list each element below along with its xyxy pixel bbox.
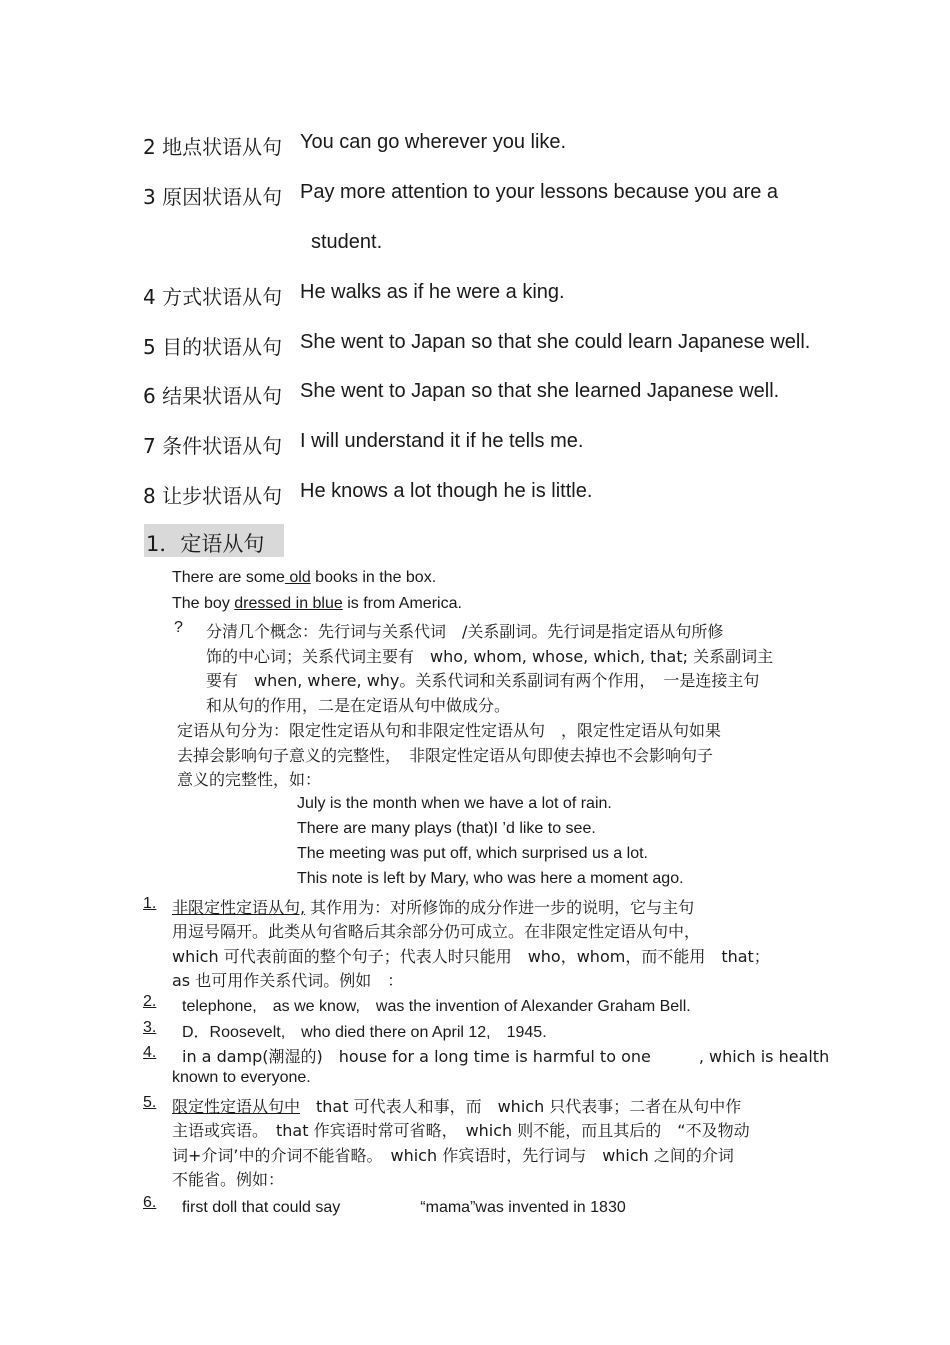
item-number-3: 3.: [143, 1019, 157, 1036]
item-5-line-3: 词+介词’中的介词不能省略。 which 作宾语时，先行词与 which 之间的介词: [172, 1146, 734, 1165]
item-3-text: D．Roosevelt, who died there on April 12, 1945.: [182, 1024, 547, 1041]
adverbial-example-result: She went to Japan so that she learned Japanese well.: [300, 380, 780, 402]
adverbial-label-place: 2 地点状语从句: [143, 135, 283, 159]
example-1-part-a: There are some: [172, 569, 285, 586]
item-5-lead: 限定性定语从句中: [172, 1097, 301, 1116]
adverbial-example-place: You can go wherever you like.: [300, 131, 567, 153]
adverbial-example-condition: I will understand it if he tells me.: [300, 430, 584, 452]
item-1-line-4: as 也可用作关系代词。例如 ：: [172, 971, 404, 990]
concept-line-1: 分清几个概念：先行词与关系代词 /关系副词。先行词是指定语从句所修: [206, 622, 724, 641]
adverbial-label-reason: 3 原因状语从句: [143, 185, 283, 209]
item-4-text: in a damp(潮湿的) house for a long time is harmful to one , which is health: [182, 1047, 830, 1066]
example-2-underlined: dressed in blue: [234, 595, 343, 612]
example-clause-4: This note is left by Mary, who was here a moment ago.: [297, 870, 684, 887]
example-clause-2: There are many plays (that)I ’d like to see.: [297, 820, 596, 837]
item-number-2: 2.: [143, 993, 157, 1010]
division-line-3: 意义的完整性，如：: [177, 770, 322, 789]
item-number-1: 1.: [143, 895, 157, 912]
example-clause-1: July is the month when we have a lot of rain.: [297, 795, 612, 812]
item-number-6: 6.: [143, 1194, 157, 1211]
example-clause-3: The meeting was put off, which surprised us a lot.: [297, 845, 648, 862]
item-1-rest: 其作用为：对所修饰的成分作进一步的说明，它与主句: [305, 898, 695, 917]
item-1-line-2: 用逗号隔开。此类从句省略后其余部分仍可成立。在非限定性定语从句中，: [172, 922, 701, 941]
item-number-4: 4.: [143, 1044, 157, 1061]
adverbial-label-purpose: 5 目的状语从句: [143, 335, 283, 359]
example-1-underlined: old: [284, 569, 311, 586]
example-2-part-c: is from America.: [342, 595, 462, 612]
item-4-text-cont: known to everyone.: [172, 1069, 311, 1086]
item-5-line-1: [172, 1094, 741, 1117]
item-number-5: 5.: [143, 1094, 157, 1111]
example-1-part-c: books in the box.: [310, 569, 437, 586]
adverbial-label-result: 6 结果状语从句: [143, 384, 283, 408]
item-5-rest: that 可代表人和事，而 which 只代表事；二者在从句中作: [300, 1097, 742, 1116]
item-5-line-4: 不能省。例如：: [172, 1170, 285, 1189]
example-2-part-a: The boy: [172, 595, 235, 612]
adverbial-label-condition: 7 条件状语从句: [143, 434, 283, 458]
adverbial-example-purpose: She went to Japan so that she could learn Japanese well.: [300, 331, 811, 353]
item-1-lead: 非限定性定语从句,: [172, 898, 306, 917]
concept-line-3: 要有 when, where, why。关系代词和关系副词有两个作用， 一是连接主句: [206, 671, 760, 690]
item-6-text: first doll that could say “mama”was invented in 1830: [182, 1199, 626, 1216]
division-line-1: 定语从句分为：限定性定语从句和非限定性定语从句 ，限定性定语从句如果: [177, 721, 722, 740]
adverbial-example-manner: He walks as if he were a king.: [300, 281, 565, 303]
bullet-marker: ?: [174, 619, 183, 636]
section-heading: 1．定语从句: [146, 532, 265, 556]
example-sentence-2: [172, 595, 462, 613]
division-line-2: 去掉会影响句子意义的完整性， 非限定性定语从句即使去掉也不会影响句子: [177, 746, 714, 765]
concept-line-2: 饰的中心词；关系代词主要有 who, whom, whose, which, that; 关系副词主: [206, 647, 774, 666]
item-1-line-3: which 可代表前面的整个句子；代表人时只能用 who，whom，而不能用 that；: [172, 947, 770, 966]
item-5-line-2: 主语或宾语。 that 作宾语时常可省略， which 则不能，而且其后的 “不及物动: [172, 1121, 750, 1140]
adverbial-example-concession: He knows a lot though he is little.: [300, 480, 593, 502]
adverbial-label-manner: 4 方式状语从句: [143, 285, 283, 309]
example-sentence-1: [172, 569, 436, 587]
item-2-text: telephone, as we know, was the invention of Alexander Graham Bell.: [182, 998, 691, 1015]
concept-line-4: 和从句的作用，二是在定语从句中做成分。: [206, 696, 511, 715]
adverbial-example-reason-cont: student.: [311, 231, 383, 253]
item-1-line-1: [172, 895, 694, 918]
adverbial-example-reason: Pay more attention to your lessons because you are a: [300, 181, 779, 203]
adverbial-label-concession: 8 让步状语从句: [143, 484, 283, 508]
